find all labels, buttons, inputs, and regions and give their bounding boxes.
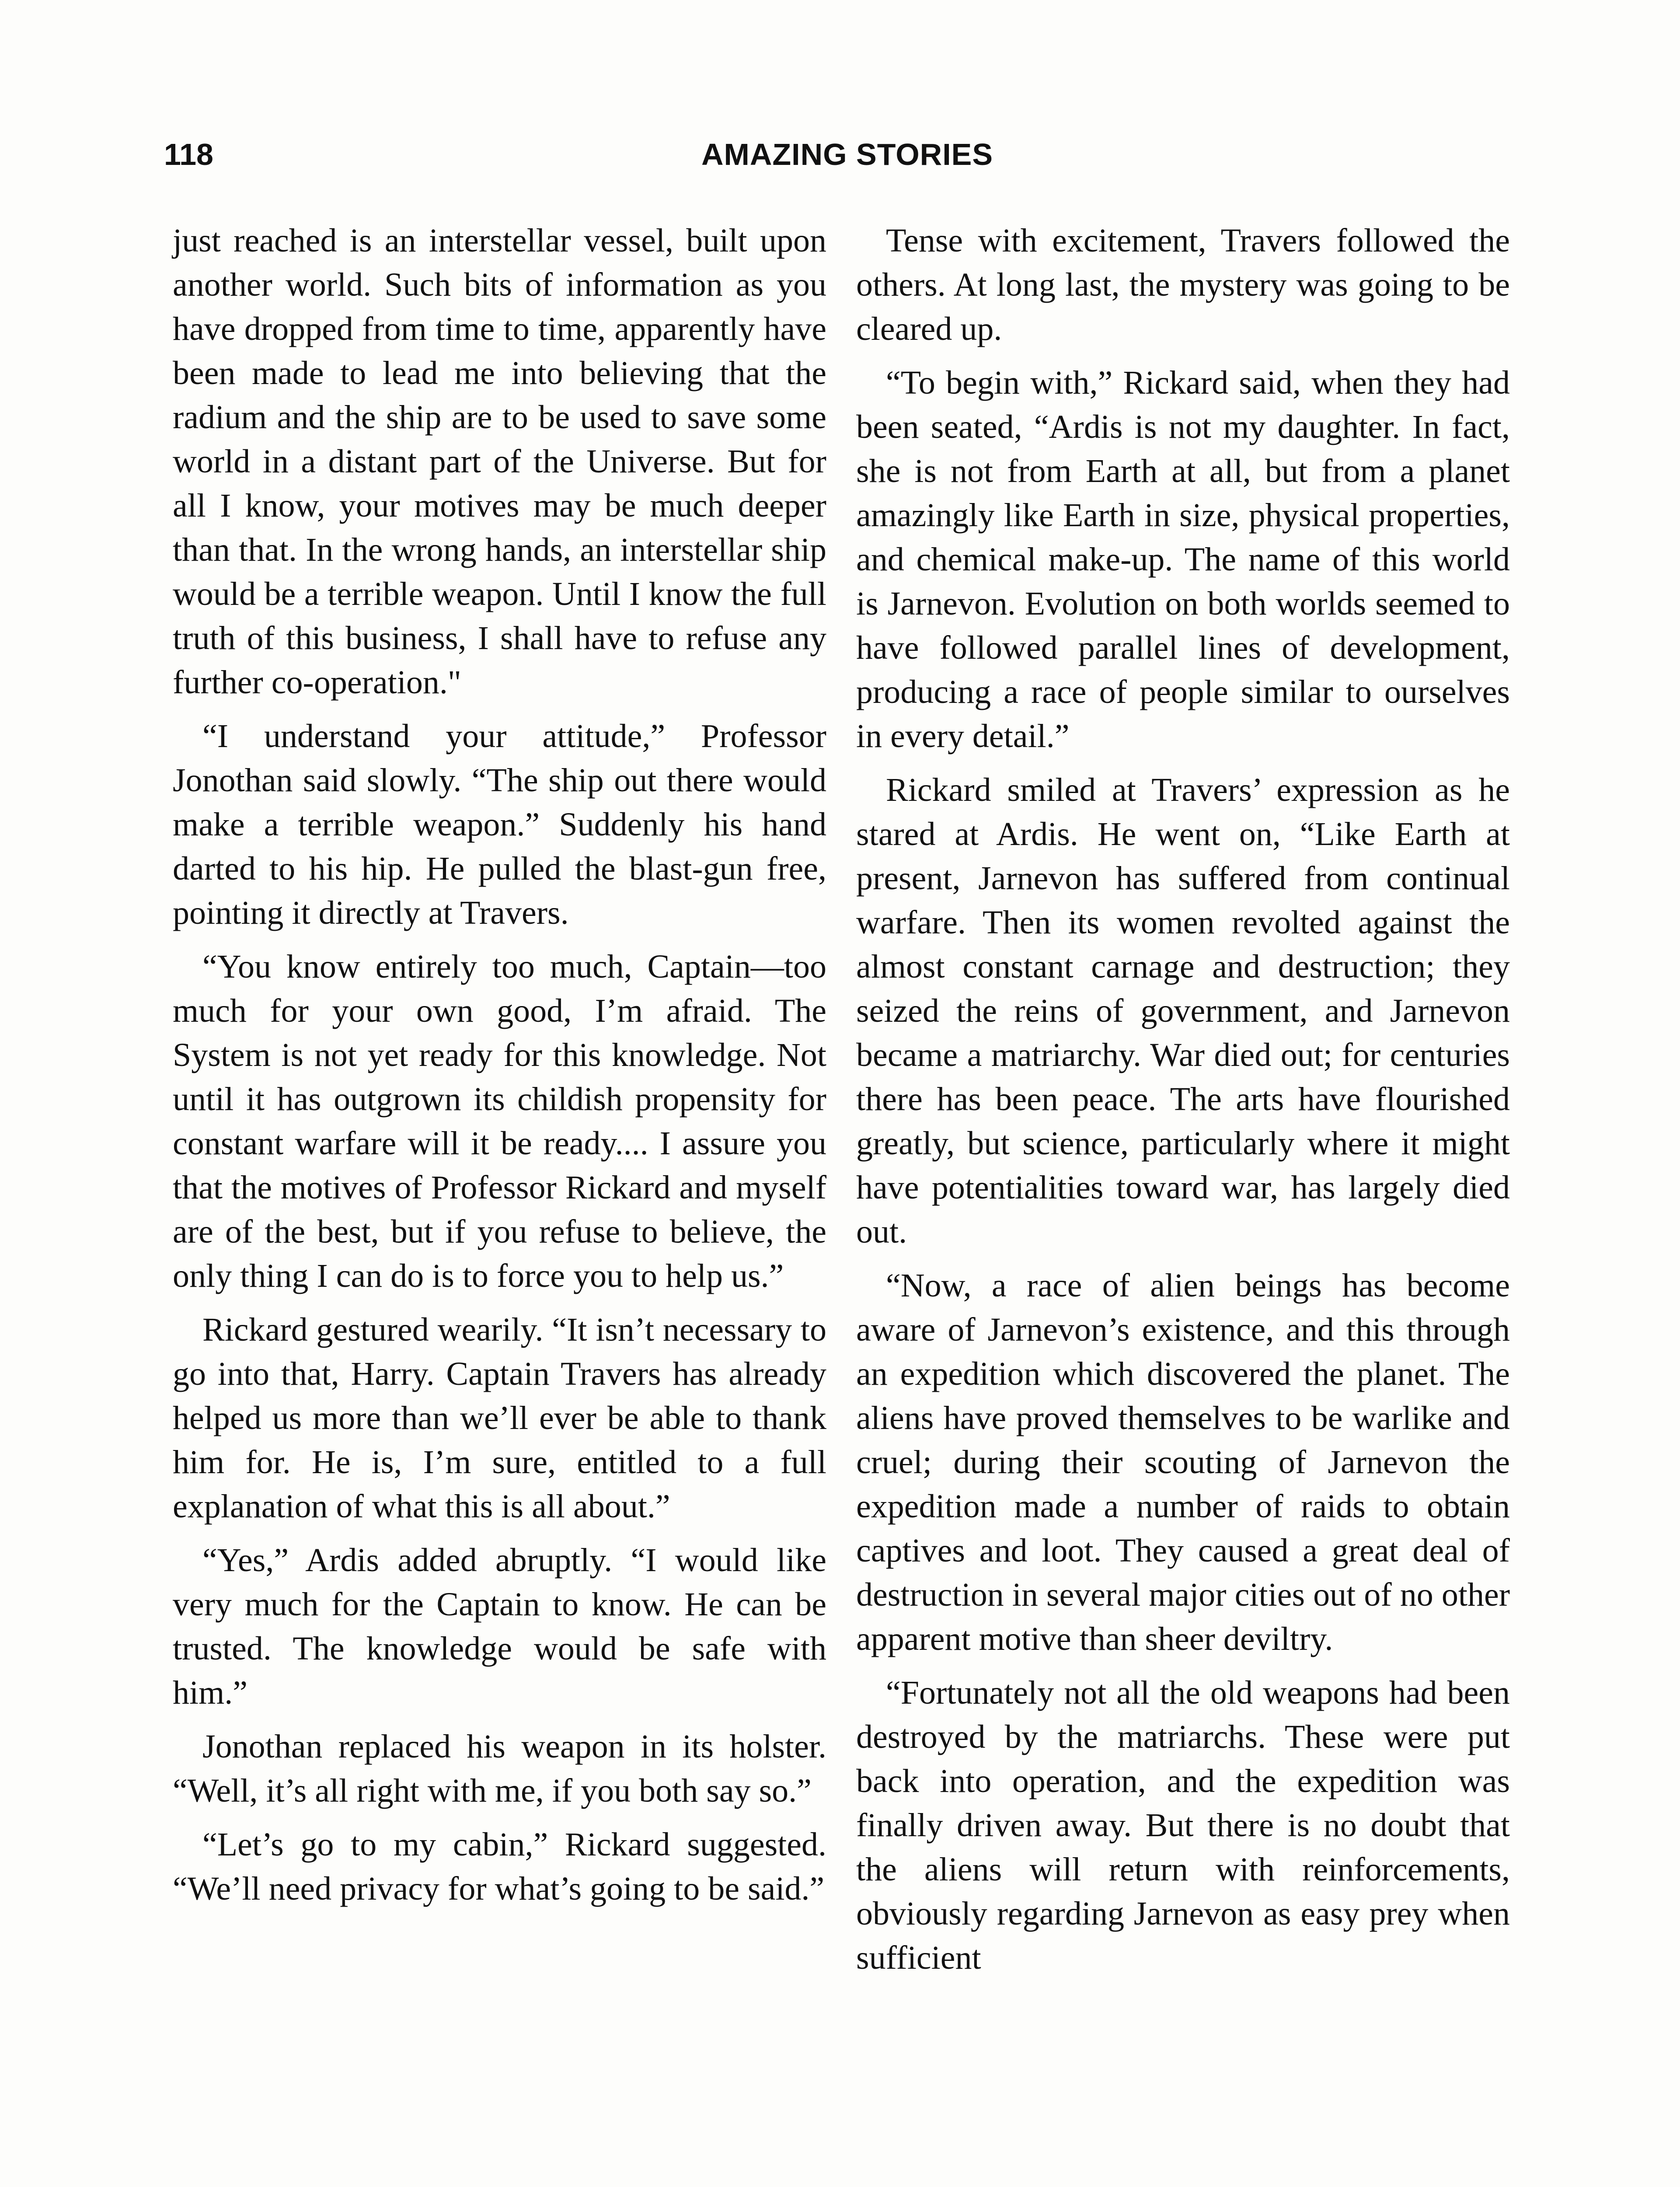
paragraph: “You know entirely too much, Captain—too much for your own good, I’m afraid. The System is not yet ready for this knowledge. Not until it has outgrown its childish propensity for constant warfare will it be ready.... I assure you that the motives of Professor Rickard and myself are of the best, but if you refuse to believe, the only thing I can do is to force you to help us.” xyxy=(173,948,826,1294)
paragraph: Tense with excitement, Travers followed the others. At long last, the mystery was going to be cleared up. xyxy=(856,222,1510,347)
page-header xyxy=(164,139,1530,187)
magazine-title: AMAZING STORIES xyxy=(701,137,993,171)
paragraph: Rickard gestured wearily. “It isn’t necessary to go into that, Harry. Captain Travers has already helped us more than we’ll ever be able to thank him for. He is, I’m sure, entitled to a full explanation of what this is all about.” xyxy=(173,1311,826,1525)
right-column xyxy=(856,219,1510,1990)
paragraph: “To begin with,” Rickard said, when they had been seated, “Ardis is not my daughter. In fact, she is not from Earth at all, but from a planet amazingly like Earth in size, physical properties, and chemical make-up. The name of this world is Jarnevon. Evolution on both worlds seemed to have followed parallel lines of development, producing a race of people similar to ourselves in every detail.” xyxy=(856,364,1510,755)
paragraph: just reached is an interstellar vessel, built upon another world. Such bits of information as you have dropped from time to time, apparently have been made to lead me into believing that the radium and the ship are to be used to save some world in a distant part of the Universe. But for all I know, your motives may be much deeper than that. In the wrong hands, an interstellar ship would be a terrible weapon. Until I know the full truth of this business, I shall have to refuse any further co-operation." xyxy=(173,222,826,701)
page-number: 118 xyxy=(164,137,213,171)
paragraph: “Fortunately not all the old weapons had been destroyed by the matriarchs. These were put back into operation, and the expedition was finally driven away. But there is no doubt that the aliens will return with reinforcements, obviously regarding Jarnevon as easy prey when sufficient xyxy=(856,1674,1510,1976)
paragraph: Jonothan replaced his weapon in its holster. “Well, it’s all right with me, if you both say so.” xyxy=(173,1728,826,1809)
left-column xyxy=(173,219,826,1921)
paragraph: “Let’s go to my cabin,” Rickard suggested. “We’ll need privacy for what’s going to be said.” xyxy=(173,1826,826,1907)
paragraph: “Now, a race of alien beings has become aware of Jarnevon’s existence, and this through an expedition which discovered the planet. The aliens have proved themselves to be warlike and cruel; during their scouting of Jarnevon the expedition made a number of raids to obtain captives and loot. They caused a great deal of destruction in several major cities out of no other apparent motive than sheer deviltry. xyxy=(856,1267,1510,1657)
paragraph: Rickard smiled at Travers’ expression as he stared at Ardis. He went on, “Like Earth at present, Jarnevon has suffered from continual warfare. Then its women revolted against the almost constant carnage and destruction; they seized the reins of government, and Jarnevon became a matriarchy. War died out; for centuries there has been peace. The arts have flourished greatly, but science, particularly where it might have potentialities toward war, has largely died out. xyxy=(856,772,1510,1250)
paragraph: “I understand your attitude,” Professor Jonothan said slowly. “The ship out there would make a terrible weapon.” Suddenly his hand darted to his hip. He pulled the blast-gun free, pointing it directly at Travers. xyxy=(173,718,826,931)
paragraph: “Yes,” Ardis added abruptly. “I would like very much for the Captain to know. He can be trusted. The knowledge would be safe with him.” xyxy=(173,1542,826,1711)
